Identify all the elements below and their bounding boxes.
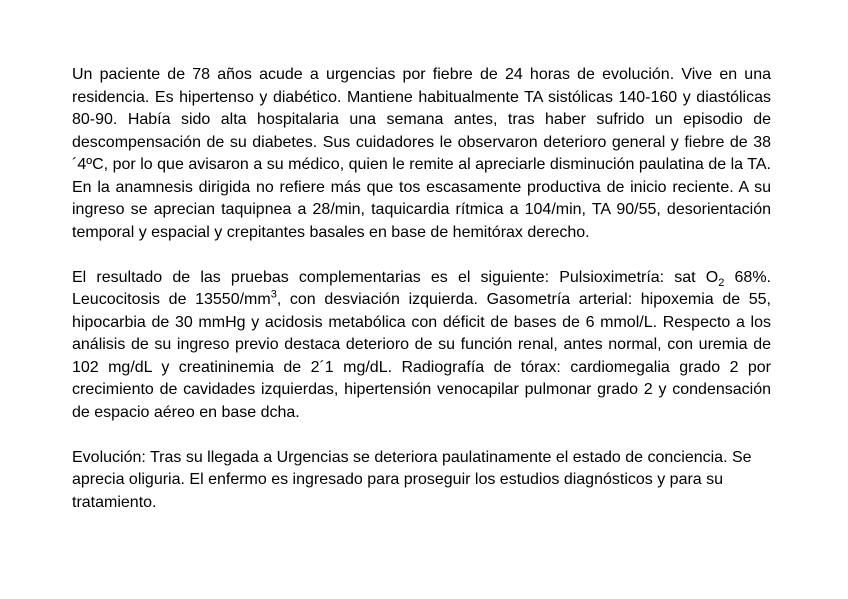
clinical-case-text xyxy=(72,64,771,537)
complementary-tests-paragraph xyxy=(72,267,771,425)
tests-text-part-2: 68%. Leucocitosis de 13550/mm xyxy=(72,268,771,308)
tests-text-part-1: El resultado de las pruebas complementarias es el siguiente: Pulsioximetría: sat O xyxy=(72,268,719,286)
oxygen-subscript: 2 xyxy=(718,276,725,289)
evolution-paragraph: Evolución: Tras su llegada a Urgencias se deteriora paulatinamente el estado de conciencia. Se aprecia oliguria. El enfermo es ingresado para proseguir los estudios diagnósticos y para su tratamiento. xyxy=(72,448,752,511)
cubic-superscript: 3 xyxy=(270,288,277,301)
case-presentation-paragraph: Un paciente de 78 años acude a urgencias por fiebre de 24 horas de evolución. Vive en una residencia. Es hipertenso y diabético. Mantiene habitualmente TA sistólicas 140-160 y diastólicas 80-90. Había sido alta hospitalaria una semana antes, tras haber sufrido un episodio de descompensación de su diabetes. Sus cuidadores le observaron deterioro general y fiebre de 38´4ºC, por lo que avisaron a su médico, quien le remite al apreciarle disminución paulatina de la TA. En la anamnesis dirigida no refiere más que tos escasamente productiva de inicio reciente. A su ingreso se aprecian taquipnea a 28/min, taquicardia rítmica a 104/min, TA 90/55, desorientación temporal y espacial y crepitantes basales en base de hemitórax derecho. xyxy=(72,66,771,241)
tests-text-part-3: , con desviación izquierda. Gasometría arterial: hipoxemia de 55, hipocarbia de 30 mmHg y acidosis metabólica con déficit de bases de 6 mmol/L. Respecto a los análisis de su ingreso previo destaca deterioro de su función renal, antes normal, con uremia de 102 mg/dL y creatininemia de 2´1 mg/dL. Radiografía de tórax: cardiomegalia grado 2 por crecimiento de cavidades izquierdas, hipertensión venocapilar pulmonar grado 2 y condensación de espacio aéreo en base dcha. xyxy=(72,291,772,421)
